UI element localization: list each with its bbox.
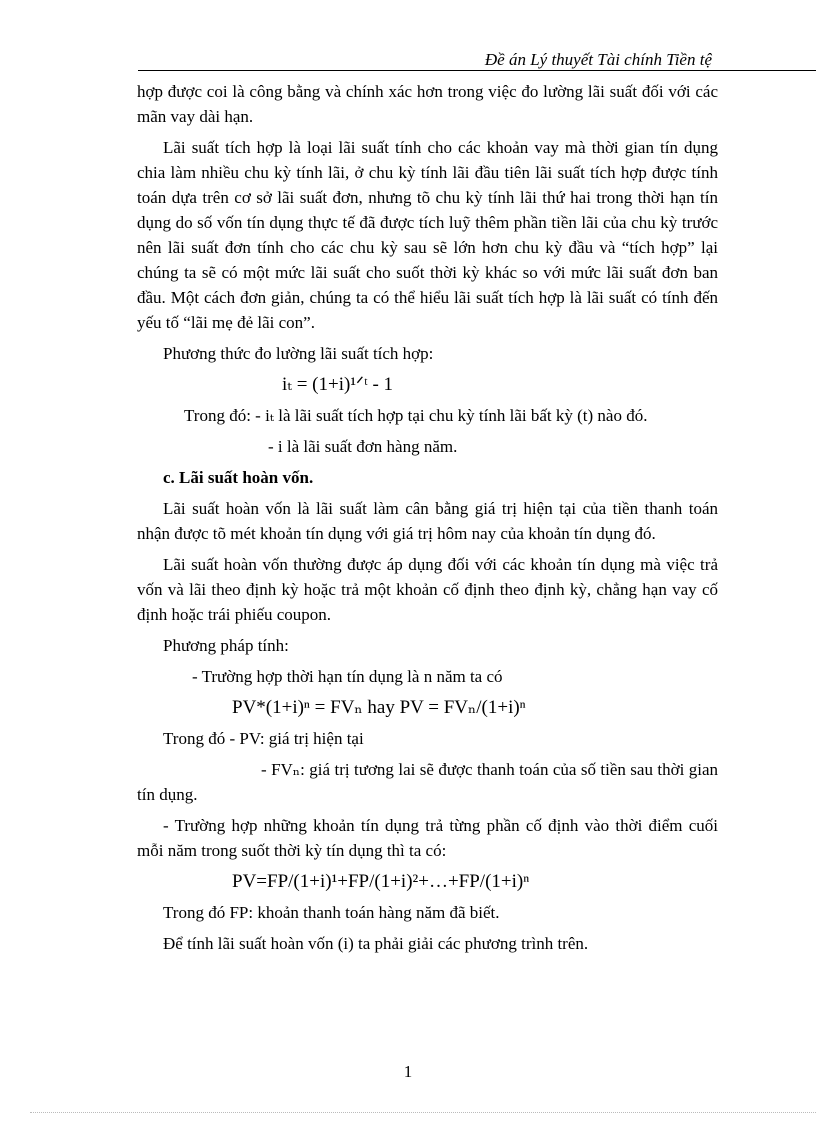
header-rule (138, 70, 816, 71)
paragraph-4: Lãi suất hoàn vốn là lãi suất làm cân bằng giá trị hiện tại của tiền thanh toán nhận được tõ mét khoản tín dụng với giá trị hôm nay của khoản tín dụng đó. (137, 499, 718, 543)
document-body (137, 79, 718, 962)
formula-compound-rate: iₜ = (1+i)¹ᐟᵗ - 1 (282, 374, 394, 395)
case-2: - Trường hợp những khoản tín dụng trả từng phần cố định vào thời điểm cuối mỗi năm trong suốt thời kỳ tín dụng thì ta có: (137, 816, 718, 860)
paragraph-3: Phương thức đo lường lãi suất tích hợp: (163, 344, 434, 363)
paragraph-5: Lãi suất hoàn vốn thường được áp dụng đối với các khoản tín dụng mà việc trả vốn và lãi theo định kỳ hoặc trả một khoản cố định theo định kỳ, chẳng hạn vay cố định hoặc trái phiếu coupon. (137, 555, 718, 624)
section-heading-c: c. Lãi suất hoàn vốn. (163, 468, 314, 487)
paragraph-7: Để tính lãi suất hoàn vốn (i) ta phải giải các phương trình trên. (163, 934, 589, 953)
page-number: 1 (403, 1062, 413, 1081)
formula-annuity: PV=FP/(1+i)¹+FP/(1+i)²+…+FP/(1+i)ⁿ (232, 871, 530, 892)
paragraph-6: Phương pháp tính: (163, 636, 289, 655)
where-line-2: - i là lãi suất đơn hàng năm. (268, 437, 458, 456)
footer-rule (30, 1112, 816, 1113)
where-line-5: Trong đó FP: khoản thanh toán hàng năm đã biết. (163, 903, 500, 922)
where-line-1: Trong đó: - iₜ là lãi suất tích hợp tại chu kỳ tính lãi bất kỳ (t) nào đó. (184, 406, 648, 425)
where-line-4: - FVₙ: giá trị tương lai sẽ được thanh toán của số tiền sau thời gian tín dụng. (137, 760, 718, 804)
where-line-3: Trong đó - PV: giá trị hiện tại (163, 729, 364, 748)
paragraph-2: Lãi suất tích hợp là loại lãi suất tính cho các khoản vay mà thời gian tín dụng chia làm nhiều chu kỳ tính lãi, ở chu kỳ tính lãi đầu tiên lãi suất tích hợp được tính toán dựa trên cơ sở lãi suất đơn, nhưng tõ chu kỳ tính lãi thứ hai trong thời hạn tín dụng do số vốn tín dụng thực tế đã được tích luỹ thêm phần tiền lãi của chu kỳ trước nên lãi suất đơn tính cho các chu kỳ sau sẽ lớn hơn chu kỳ đầu và “tích hợp” lại chúng ta sẽ có một mức lãi suất cho suốt thời kỳ khác so với mức lãi suất đơn ban đầu. Một cách đơn giản, chúng ta có thể hiểu lãi suất tích hợp là lãi suất có tính đến yếu tố “lãi mẹ đẻ lãi con”. (137, 138, 718, 332)
case-1: - Trường hợp thời hạn tín dụng là n năm ta có (192, 667, 503, 686)
page-header-title: Đề án Lý thuyết Tài chính Tiền tệ (484, 50, 712, 69)
paragraph-1: hợp được coi là công bằng và chính xác hơn trong việc đo lường lãi suất đối với các mãn vay dài hạn. (137, 82, 718, 126)
formula-present-value: PV*(1+i)ⁿ = FVₙ hay PV = FVₙ/(1+i)ⁿ (232, 697, 526, 718)
